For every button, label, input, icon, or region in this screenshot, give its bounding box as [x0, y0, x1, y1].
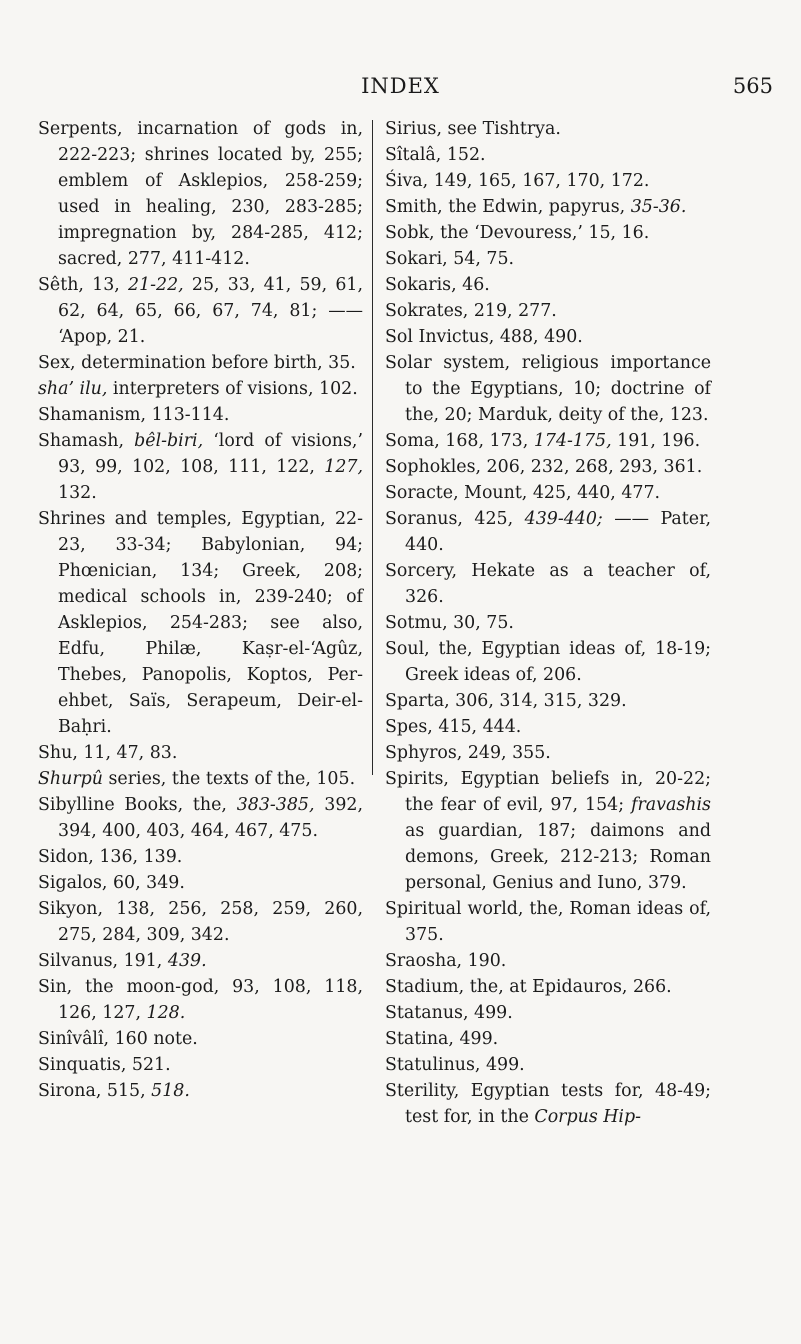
index-entry — [385, 948, 711, 974]
entry-text: Sphyros, 249, 355. — [385, 743, 551, 763]
entry-text: Soracte, Mount, 425, 440, 477. — [385, 483, 661, 503]
entry-text: Śiva, 149, 165, 167, 170, 172. — [385, 171, 650, 191]
entry-text: Spirits, Egyptian beliefs in, 20-22; the fear of evil, 97, 154; — [385, 769, 711, 815]
entry-text: Solar system, religious importance to the Egyptians, 10; doctrine of the, 20; Marduk, deity of the, 123. — [385, 353, 711, 425]
entry-text: Silvanus, 191, — [38, 951, 168, 971]
entry-text: 392, 394, 400, 403, 464, 467, 475. — [58, 795, 363, 841]
entry-text: series, the texts of the, 105. — [102, 769, 356, 789]
entry-text: 128. — [146, 1003, 186, 1023]
index-entry — [385, 324, 711, 350]
entry-text: ‘lord of visions,’ 93, 99, 102, 108, 111, 122, — [58, 431, 363, 477]
index-entry — [38, 402, 363, 428]
index-entry — [38, 1078, 363, 1104]
index-entry — [38, 1026, 363, 1052]
index-entry — [385, 428, 711, 454]
entry-text: Sirona, 515, — [38, 1081, 152, 1101]
index-entry — [385, 272, 711, 298]
entry-text: 191, 196. — [611, 431, 701, 451]
entry-text: Spes, 415, 444. — [385, 717, 522, 737]
entry-text: 21-22, — [128, 275, 184, 295]
entry-text: Sobk, the ‘Devouress,’ 15, 16. — [385, 223, 650, 243]
entry-text: Statina, 499. — [385, 1029, 499, 1049]
index-entry — [38, 766, 363, 792]
page-number: 565 — [732, 74, 773, 98]
index-entry — [38, 272, 363, 350]
entry-text: Sophokles, 206, 232, 268, 293, 361. — [385, 457, 703, 477]
entry-text: Sigalos, 60, 349. — [38, 873, 185, 893]
entry-text: Sterility, Egyptian tests for, 48-49; test for, in the — [385, 1081, 711, 1127]
entry-text: Soul, the, Egyptian ideas of, 18-19; Greek ideas of, 206. — [385, 639, 711, 685]
entry-text: Sidon, 136, 139. — [38, 847, 183, 867]
entry-text: Sîtalâ, 152. — [385, 145, 486, 165]
entry-text: interpreters of visions, 102. — [107, 379, 358, 399]
entry-text: bêl-biri, — [134, 431, 204, 451]
index-entry — [385, 168, 711, 194]
entry-text: Shurpû — [38, 769, 103, 789]
entry-text: Sibylline Books, the, — [38, 795, 237, 815]
index-entry — [385, 246, 711, 272]
index-entry — [385, 610, 711, 636]
index-entry — [38, 740, 363, 766]
index-entry — [38, 948, 363, 974]
entry-text: Sinîvâlî, 160 note. — [38, 1029, 198, 1049]
index-column-left — [38, 116, 363, 1104]
entry-text: Sokrates, 219, 277. — [385, 301, 557, 321]
index-entry — [385, 740, 711, 766]
entry-text: 439. — [167, 951, 207, 971]
entry-text: Soranus, 425, — [385, 509, 525, 529]
entry-text: Sol Invictus, 488, 490. — [385, 327, 583, 347]
index-entry — [385, 1026, 711, 1052]
entry-text: 518. — [151, 1081, 190, 1101]
index-entry — [385, 1000, 711, 1026]
entry-text: as guardian, 187; daimons and demons, Greek, 212-213; Roman personal, Genius and Iuno, 379. — [405, 821, 711, 893]
entry-text: 127, — [324, 457, 363, 477]
index-entry — [385, 558, 711, 610]
entry-text: 132. — [58, 483, 97, 503]
index-entry — [38, 792, 363, 844]
entry-text: Corpus Hip- — [534, 1107, 642, 1127]
index-entry — [385, 116, 711, 142]
index-entry — [385, 454, 711, 480]
entry-text: Sorcery, Hekate as a teacher of, 326. — [385, 561, 711, 607]
entry-text: Sraosha, 190. — [385, 951, 507, 971]
index-entry — [385, 506, 711, 558]
entry-text: Sotmu, 30, 75. — [385, 613, 514, 633]
entry-text: 439-440; — [524, 509, 603, 529]
entry-text: Sokaris, 46. — [385, 275, 490, 295]
index-entry — [38, 844, 363, 870]
index-entry — [38, 870, 363, 896]
index-entry — [385, 636, 711, 688]
index-entry — [385, 766, 711, 896]
index-entry — [385, 142, 711, 168]
index-entry — [385, 974, 711, 1000]
index-entry — [385, 688, 711, 714]
entry-text: Sex, determination before birth, 35. — [38, 353, 356, 373]
index-column-right — [385, 116, 711, 1130]
entry-text: Sirius, see Tishtrya. — [385, 119, 561, 139]
index-entry — [38, 350, 363, 376]
index-entry — [385, 714, 711, 740]
entry-text: Sêth, 13, — [38, 275, 128, 295]
page-header — [0, 74, 801, 110]
entry-text: Statulinus, 499. — [385, 1055, 525, 1075]
index-entry — [385, 896, 711, 948]
entry-text: Shamanism, 113-114. — [38, 405, 230, 425]
entry-text: 25, 33, 41, 59, 61, 62, 64, 65, 66, 67, 74, 81; —— ‘Apop, 21. — [58, 275, 363, 347]
entry-text: Serpents, incarnation of gods in, 222-223; shrines located by, 255; emblem of Asklepios, 258-259; used in healing, 230, 283-285; impregnation by, 284-285, 412; sacred, 277, 411-412. — [38, 119, 363, 269]
entry-text: Sikyon, 138, 256, 258, 259, 260, 275, 284, 309, 342. — [38, 899, 363, 945]
entry-text: Sinquatis, 521. — [38, 1055, 171, 1075]
index-entry — [38, 896, 363, 948]
entry-text: Shu, 11, 47, 83. — [38, 743, 178, 763]
entry-text: sha’ ilu, — [38, 379, 108, 399]
index-entry — [385, 1078, 711, 1130]
entry-text: Shamash, — [38, 431, 135, 451]
entry-text: Sin, the moon-god, 93, 108, 118, 126, 127, — [38, 977, 363, 1023]
index-entry — [38, 116, 363, 272]
entry-text: Soma, 168, 173, — [385, 431, 534, 451]
entry-text: 174-175, — [533, 431, 612, 451]
index-entry — [385, 350, 711, 428]
index-entry — [38, 506, 363, 740]
entry-text: Sokari, 54, 75. — [385, 249, 515, 269]
page-title: INDEX — [361, 74, 440, 98]
index-entry — [385, 194, 711, 220]
index-entry — [38, 974, 363, 1026]
index-entry — [38, 428, 363, 506]
index-entry — [385, 298, 711, 324]
index-entry — [385, 480, 711, 506]
entry-text: Spiritual world, the, Roman ideas of, 375. — [385, 899, 711, 945]
column-divider — [372, 120, 373, 775]
index-entry — [38, 376, 363, 402]
entry-text: Stadium, the, at Epidauros, 266. — [385, 977, 672, 997]
entry-text: 35-36. — [630, 197, 687, 217]
entry-text: Statanus, 499. — [385, 1003, 513, 1023]
index-entry — [385, 220, 711, 246]
entry-text: —— Pater, 440. — [405, 509, 711, 555]
entry-text: Smith, the Edwin, papyrus, — [385, 197, 631, 217]
index-entry — [385, 1052, 711, 1078]
entry-text: Shrines and temples, Egyptian, 22-23, 33-34; Babylonian, 94; Phœnician, 134; Greek, 208; medical schools in, 239-240; of Asklepios, 254-283; see also, Edfu, Philæ, Kaṣr-el-‘Agûz, Thebes, Panopolis, Koptos, Per-ehbet, Saïs, Serapeum, Deir-el-Baḥri. — [38, 509, 363, 737]
entry-text: fravashis — [631, 795, 711, 815]
entry-text: Sparta, 306, 314, 315, 329. — [385, 691, 627, 711]
index-entry — [38, 1052, 363, 1078]
entry-text: 383-385, — [236, 795, 315, 815]
